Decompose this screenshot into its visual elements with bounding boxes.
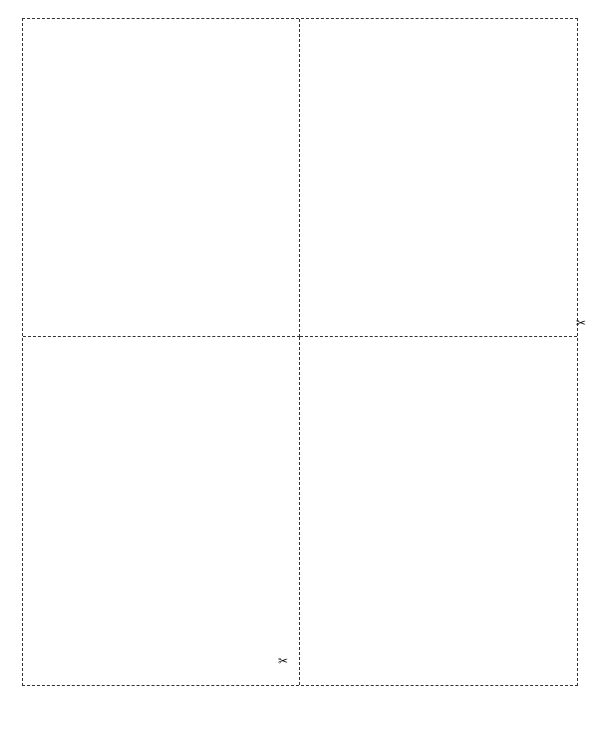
- card-2: [300, 19, 577, 337]
- scissors-icon: ✂: [278, 654, 289, 668]
- card-4: [300, 337, 577, 685]
- scissors-icon: ✂: [575, 316, 586, 330]
- card-grid: [22, 18, 578, 686]
- card-3: [23, 337, 300, 685]
- card-1: [23, 19, 300, 337]
